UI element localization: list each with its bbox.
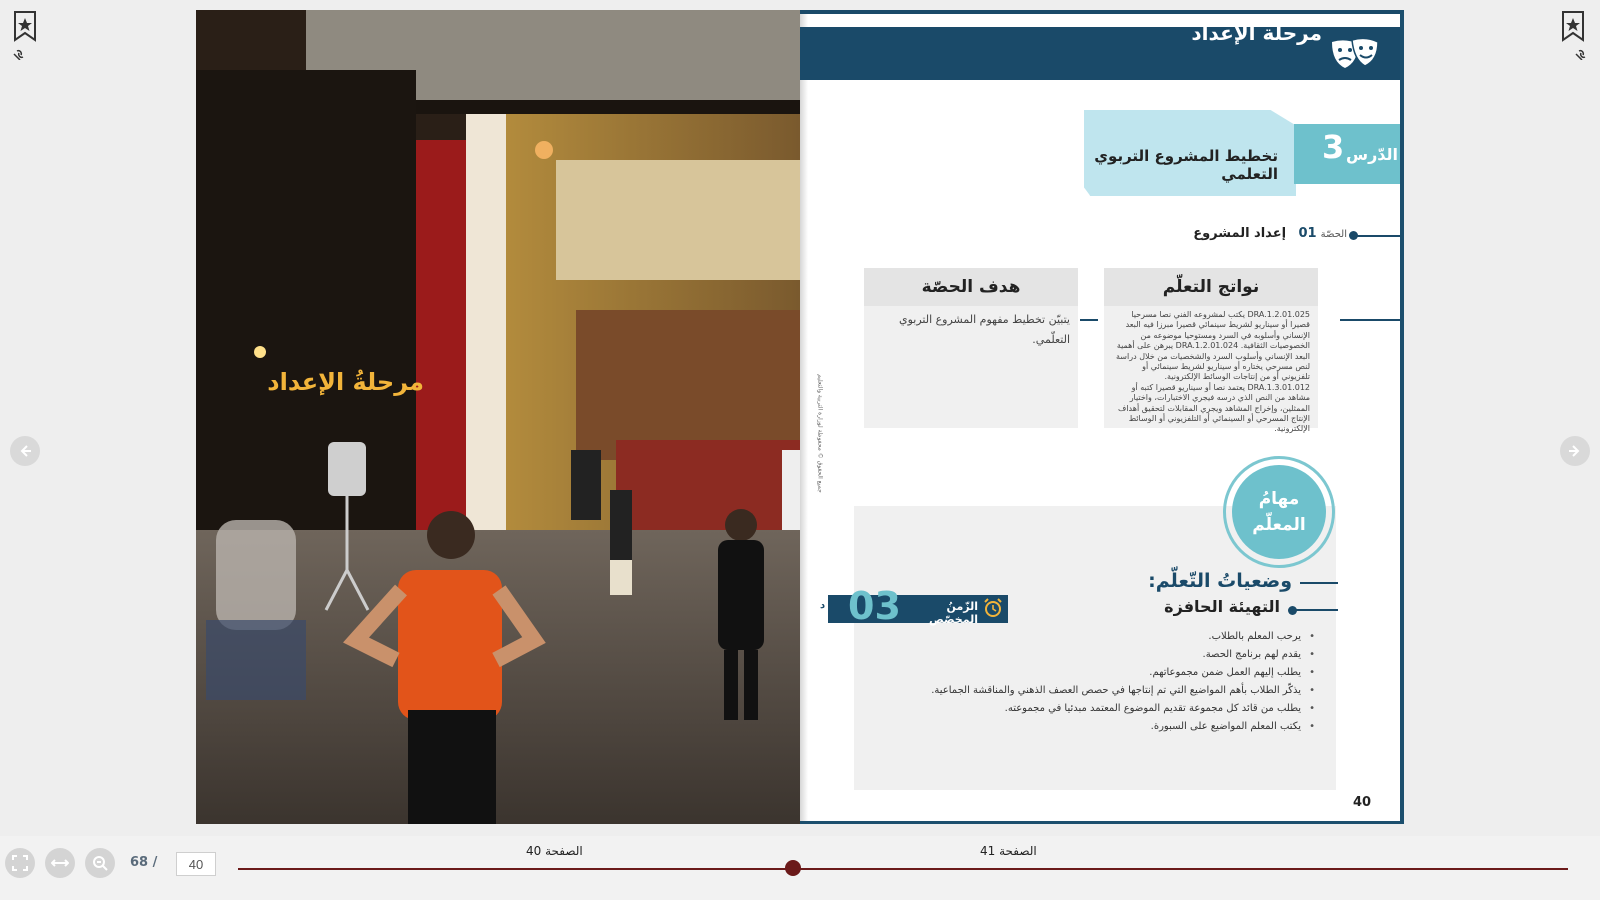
left-page-photo (196, 10, 800, 824)
page-slider-handle[interactable] (785, 860, 801, 876)
warmup-title: التهيئة الحافزة (1164, 597, 1280, 616)
goal-text: يتبيّن تخطيط مفهوم المشروع التربوي التعلّمي. (898, 313, 1070, 346)
fullscreen-icon (12, 855, 28, 871)
zoom-button[interactable] (85, 848, 115, 878)
bookmark-left-icon[interactable] (12, 10, 40, 60)
time-unit: د (820, 600, 826, 611)
session-number: 01 (1298, 226, 1317, 241)
session-heading (1185, 226, 1347, 241)
session-title: إعداد المشروع (1193, 226, 1287, 241)
outcomes-card (1104, 268, 1318, 434)
list-item: • يطلب إليهم العمل ضمن مجموعاتهم. (900, 664, 1315, 682)
previous-page-button[interactable] (10, 436, 40, 466)
theatre-stage-illustration (196, 10, 800, 824)
list-item: • يذكّر الطلاب بأهم المواضيع التي تم إنتاجها في حصص العصف الذهني والمناقشة الجماعية. (900, 682, 1315, 700)
left-page-overlay-title: مرحلةُ الإعداد (267, 368, 424, 396)
next-page-button[interactable] (1560, 436, 1590, 466)
alarm-clock-icon (982, 597, 1004, 619)
outcomes-text: DRA.1.2.01.025 يكتب لمشروعه الفني نصا مسرحيا قصيرا أو سيناريو لشريط سينمائي قصيرا مبرزا فيه البعد الإنساني وأسلوبه في السرد ومستوحيا موضوعه من الخصوصيات الثقافية. DRA.1.2.01.024 يبرهن على أهمية البعد الإنساني وأسلوب السرد والشخصيات من خلال دراسة لنص مسرحي يختاره أو سيناريو لشريط سينمائي أو تلفزيوني أو من إنتاجات الوسائط الإلكترونية. DRA.1.3.01.012 يعتمد نصا أو سيناريو قصيرا كتبه أو مشاهد من النص الذي درسه فيجري الاختبارات، واختيار الممثلين، وإخراج المشاهد ويجري المقابلات لتحقيق أهداف الإنتاج المسرحي أو السينمائي أو التلفزيوني أو الوسائط الإلكترونية. (1116, 310, 1310, 434)
list-item: • يرحب المعلم بالطلاب. (900, 628, 1315, 646)
lesson-label: الدّرس (1346, 145, 1399, 164)
bookmark-right-icon[interactable] (1560, 10, 1588, 60)
lesson-number: 3 (1322, 128, 1345, 166)
fit-width-button[interactable] (45, 848, 75, 878)
page-number-input[interactable] (176, 852, 216, 876)
list-item: • يقدم لهم برنامج الحصة. (900, 646, 1315, 664)
session-label: الحصّة (1320, 229, 1347, 240)
left-page-label: الصفحة 40 (526, 844, 583, 858)
time-label: الزّمنُ المخصّص (928, 600, 978, 626)
page-number: 40 (1353, 795, 1372, 810)
banner-title: مرحلة الإعداد (1191, 21, 1322, 45)
lesson-title: تخطيط المشروع التربوي التعلمي (1094, 147, 1278, 183)
goal-title: هدف الحصّة (864, 268, 1078, 306)
goal-card (864, 268, 1078, 428)
situations-title: وضعياتُ التّعلّم: (1148, 570, 1292, 592)
fit-width-icon (51, 857, 69, 869)
time-value: 03 (848, 584, 901, 628)
list-item: • يطلب من قائد كل مجموعة تقديم الموضوع المعتمد مبدئيا في مجموعته. (900, 700, 1315, 718)
vertical-copyright-note: جميع الحقوق © محفوظة لوزارة التربية والتعليم (816, 374, 824, 493)
theatre-masks-icon (1328, 36, 1380, 72)
teacher-tasks-badge: مهامُ المعلّم (1232, 465, 1326, 559)
right-page-label: الصفحة 41 (980, 844, 1037, 858)
page-count: 68 / (130, 855, 158, 870)
outcomes-title: نواتج التعلّم (1104, 268, 1318, 306)
zoom-icon (92, 855, 108, 871)
right-page (800, 10, 1404, 824)
page-slider-track[interactable] (238, 868, 1568, 870)
warmup-steps-list (900, 628, 1315, 736)
list-item: • يكتب المعلم المواضيع على السبورة. (900, 718, 1315, 736)
fullscreen-button[interactable] (5, 848, 35, 878)
